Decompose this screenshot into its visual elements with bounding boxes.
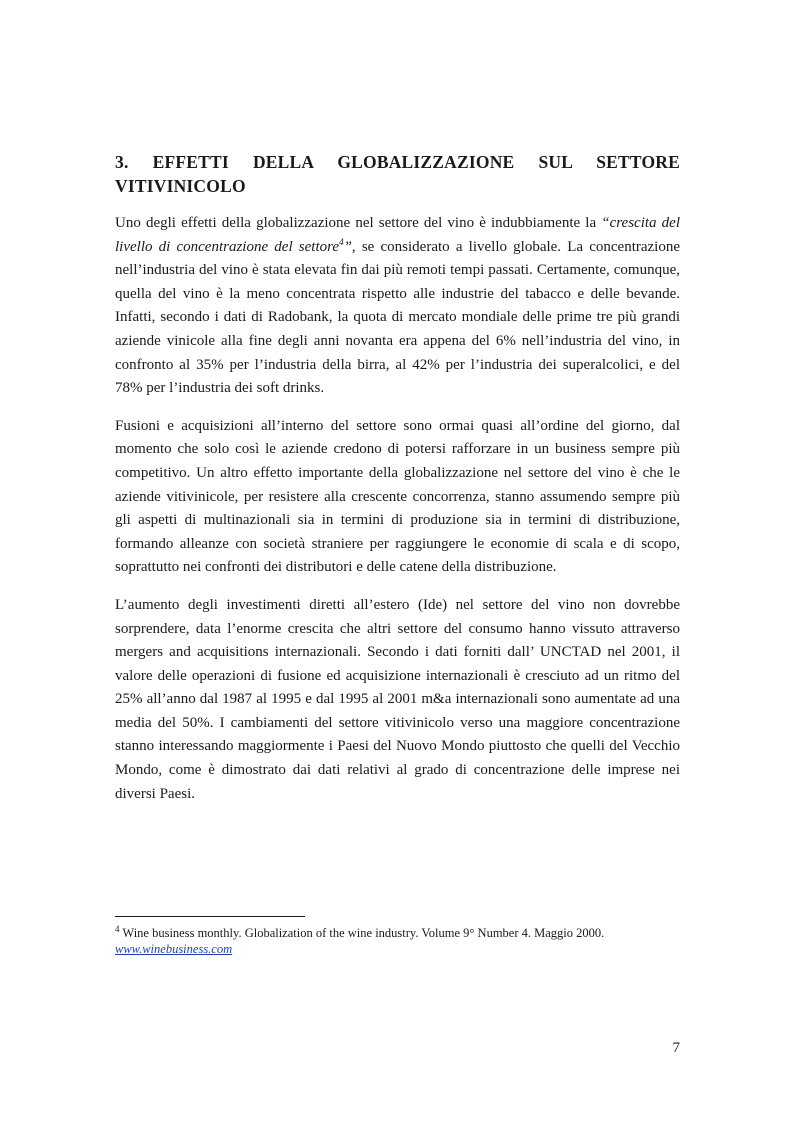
footnote-text: Wine business monthly. Globalization of the wine industry. Volume 9° Number 4. Maggio 2000. [119,926,605,940]
paragraph-1-quote-close: ” [343,238,352,255]
paragraph-3: L’aumento degli investimenti diretti all’estero (Ide) nel settore del vino non dovrebbe sorprendere, data l’enorme crescita che altri settore del consumo hanno vissuto attraverso mergers and acquisitions internazionali. Secondo i dati forniti dall’ UNCTAD nel 2001, il valore delle operazioni di fusione ed acquisizione internazionali è cresciuto ad un ritmo del 25% all’anno dal 1987 al 1995 e dal 1995 al 2001 m&a internazionali sono aumentate ad una media del 50%. I cambiamenti del settore vitivinicolo verso una maggiore concentrazione stanno interessando maggiormente i Paesi del Nuovo Mondo piuttosto che quelli del Vecchio Mondo, come è dimostrato dai dati relativi al grado di concentrazione delle imprese nei diversi Paesi. [115,596,680,802]
section-heading-line1: 3. EFFETTI DELLA GLOBALIZZAZIONE SUL SETTORE [115,152,680,172]
page-number: 7 [672,1040,680,1056]
section-heading [115,150,680,198]
paragraph-1 [115,212,680,401]
paragraph-1-intro: Uno degli effetti della globalizzazione nel settore del vino è indubbiamente la [115,215,602,231]
paragraph-1-rest: , se considerato a livello globale. La concentrazione nell’industria del vino è stata elevata fin dai più remoti tempi passati. Certamente, comunque, quella del vino è la meno concentrata rispetto alle industrie del tabacco e delle bevande. Infatti, secondo i dati di Radobank, la quota di mercato mondiale delle prime tre più grandi aziende vinicole alla fine degli anni novanta era appena del 6% nell’industria del vino, in confronto al 35% per l’industria della birra, al 42% per l’industria dei superalcolici, e del 78% per l’industria dei soft drinks. [115,238,680,397]
paragraph-2: Fusioni e acquisizioni all’interno del settore sono ormai quasi all’ordine del giorno, dal momento che solo così le aziende credono di potersi rafforzare in un business sempre più competitivo. Un altro effetto importante della globalizzazione nel settore del vino è che le aziende vitivinicole, per resistere alla crescente concorrenza, stanno assumendo sempre più gli aspetti di multinazionali sia in termini di produzione sia in termini di distribuzione, formando alleanze con società straniere per raggiungere le economie di scala e di scopo, soprattutto nei confronti dei distributori e delle catene della distribuzione. [115,417,680,576]
footnote-reference[interactable]: 4 [339,236,344,247]
footnote [115,925,680,957]
paragraph-1-quote-text: “crescita del livello di concentrazione del settore [115,215,681,255]
footnote-link[interactable]: www.winebusiness.com [115,942,233,956]
section-heading-line2: VITIVINICOLO [115,176,246,196]
footnote-separator [115,916,305,917]
footnote-number: 4 [115,923,120,934]
page-content [115,150,680,820]
